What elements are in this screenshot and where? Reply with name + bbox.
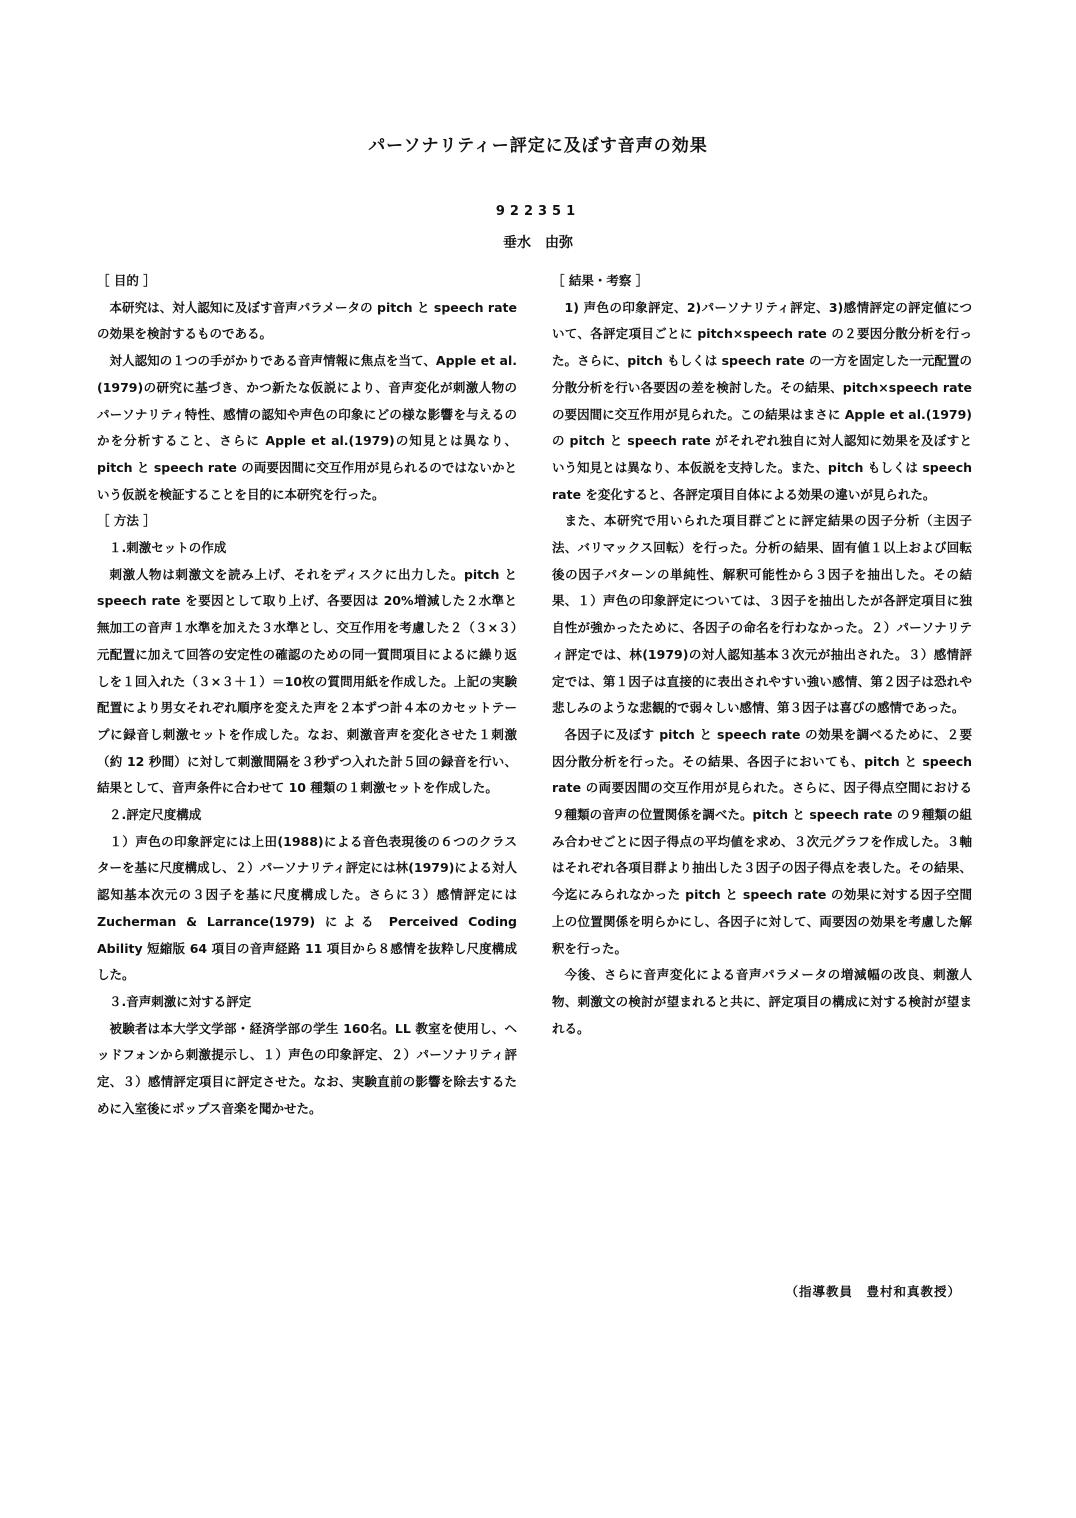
method-subheading-2: ２.評定尺度構成 xyxy=(109,807,202,823)
results-paragraph-3: 各因子に及ぼす pitch と speech rate の効果を調べるために、２要因分散分析を行った。その結果、各因子においても、pitch と speech rate の両要因間の交互作用が見られた。さらに、因子得点空間における９種類の音声の位置関係を調べた。pitch と speech rate の９種類の組み合わせごとに因子得点の平均値を求め、３次元グラフを作成した。３軸はそれぞれ各項目群より抽出した３因子の因子得点を表した。その結果、今迄にみられなかった pitch と speech rate の効果に対する因子空間上の位置関係を明らかにし、各因子に対して、両要因の効果を考慮した解釈を行った。 xyxy=(552,726,972,956)
results-paragraph-1: 1) 声色の印象評定、2)パーソナリティ評定、3)感情評定の評定値について、各評定項目ごとに pitch×speech rate の２要因分散分析を行った。さらに、pitch もしくは speech rate の一方を固定した一元配置の分散分析を行い各要因の差を検討した。その結果、pitch×speech rate の要因間に交互作用が見られた。この結果はまさに Apple et al.(1979)の pitch と speech rate がそれぞれ独自に対人認知に効果を及ぼすという知見とは異なり、本仮説を支持した。また、pitch もしくは speech rate を変化すると、各評定項目自体による効果の違いが見られた。 xyxy=(552,299,972,502)
advisor-credit: （指導教員 豊村和真教授） xyxy=(785,1284,961,1299)
purpose-paragraph-1: 本研究は、対人認知に及ぼす音声パラメータの pitch と speech rate の効果を検討するものである。 xyxy=(97,299,517,342)
method-heading: ［ 方法 ］ xyxy=(97,513,156,529)
method-paragraph-2: １）声色の印象評定には上田(1988)による音色表現後の６つのクラスターを基に尺度構成し、２）パーソナリティ評定には林(1979)による対人認知基本次元の３因子を基に尺度構成した。さらに３）感情評定には Zucherman & Larrance(1979) による Perceived Coding Ability 短縮版 64 項目の音声経路 11 項目から８感情を抜粋し尺度構成した。 xyxy=(97,833,517,983)
method-subheading-1: １.刺激セットの作成 xyxy=(109,540,227,556)
author-family-name: 垂水 xyxy=(503,235,531,251)
purpose-heading: ［ 目的 ］ xyxy=(97,273,156,288)
purpose-paragraph-2: 対人認知の１つの手がかりである音声情報に焦点を当て、Apple et al.(1979)の研究に基づき、かつ新たな仮説により、音声変化が刺激人物のパーソナリティ特性、感情の認知や声色の印象にどの様な影響を与えるのかを分析すること、さらに Apple et al.(1979)の知見とは異なり、pitch と speech rate の両要因間に交互作用が見られるのではないかという仮説を検証することを目的に本研究を行った。 xyxy=(97,353,517,502)
results-paragraph-4: 今後、さらに音声変化による音声パラメータの増減幅の改良、刺激人物、刺激文の検討が望まれると共に、評定項目の構成に対する検討が望まれる。 xyxy=(552,967,972,1036)
author-given-name: 由弥 xyxy=(545,235,573,251)
results-paragraph-2: また、本研究で用いられた項目群ごとに評定結果の因子分析（主因子法、バリマックス回転）を行った。分析の結果、固有値１以上および回転後の因子パターンの単純性、解釈可能性から３因子を抽出した。その結果、１）声色の印象評定については、３因子を抽出したが各評定項目に独自性が強かったために、各因子の命名を行わなかった。２）パーソナリティ評定では、林(1979)の対人認知基本３次元が抽出された。３）感情評定では、第１因子は直接的に表出されやすい強い感情、第２因子は恐れや悲しみのような悲観的で弱々しい感情、第３因子は喜びの感情であった。 xyxy=(552,513,972,716)
method-subheading-3: ３.音声刺激に対する評定 xyxy=(109,993,252,1009)
method-paragraph-3: 被験者は本大学文学部・経済学部の学生 160名。LL 教室を使用し、ヘッドフォンから刺激提示し、１）声色の印象評定、２）パーソナリティ評定、３）感情評定項目に評定させた。なお、実験直前の影響を除去するために入室後にポップス音楽を聞かせた。 xyxy=(97,1020,517,1116)
page-title: パーソナリティー評定に及ぼす音声の効果 xyxy=(368,136,708,156)
results-heading: ［ 結果・考察 ］ xyxy=(552,273,649,288)
left-column xyxy=(97,268,517,1123)
method-paragraph-1: 刺激人物は刺激文を読み上げ、それをディスクに出力した。pitch と speech rate を要因として取り上げ、各要因は 20%増減した２水準と無加工の音声１水準を加えた３水準とし、交互作用を考慮した２（３×３）元配置に加えて回答の安定性の確認のための同一質問項目によるに繰り返しを１回入れた（３×３＋１）＝10枚の質問用紙を作成した。上記の実験配置により男女それぞれ順序を変えた声を２本ずつ計４本のカセットテープに録音し刺激セットを作成した。なお、刺激音声を変化させた１刺激（約 12 秒間）に対して刺激間隔を３秒ずつ入れた計５回の録音を行い、結果として、音声条件に合わせて 10 種類の１刺激セットを作成した。 xyxy=(97,566,517,796)
author-name xyxy=(0,232,1076,252)
right-column xyxy=(552,268,972,1042)
student-id: 922351 xyxy=(495,204,581,219)
